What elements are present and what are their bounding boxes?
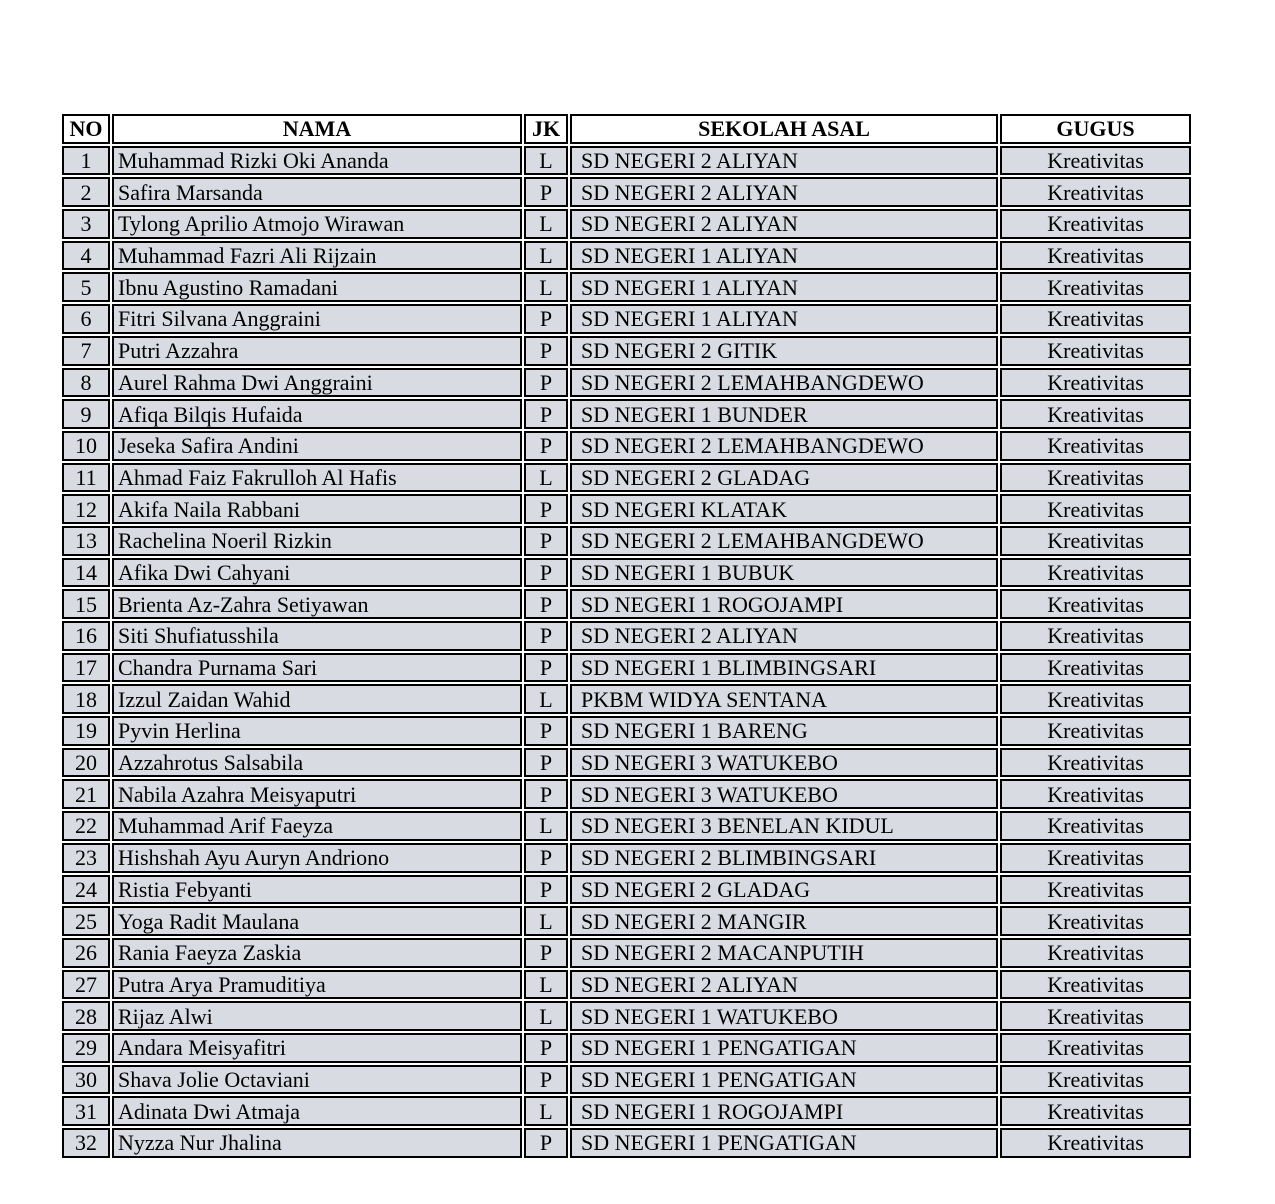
cell-nama: Rania Faeyza Zaskia	[112, 938, 522, 968]
table-row	[62, 399, 1191, 429]
cell-sekolah-asal: SD NEGERI 2 LEMAHBANGDEWO	[570, 431, 998, 461]
cell-sekolah-asal: SD NEGERI 1 ALIYAN	[570, 304, 998, 334]
cell-sekolah-asal: SD NEGERI 1 PENGATIGAN	[570, 1128, 998, 1158]
table-row	[62, 1065, 1191, 1095]
cell-sekolah-asal: SD NEGERI 3 BENELAN KIDUL	[570, 811, 998, 841]
cell-no: 24	[62, 875, 110, 905]
cell-nama: Adinata Dwi Atmaja	[112, 1096, 522, 1126]
table-header-row	[62, 114, 1191, 144]
cell-nama: Tylong Aprilio Atmojo Wirawan	[112, 209, 522, 239]
cell-no: 2	[62, 177, 110, 207]
cell-gugus: Kreativitas	[1000, 1096, 1191, 1126]
cell-jk: P	[524, 716, 568, 746]
cell-nama: Muhammad Fazri Ali Rijzain	[112, 241, 522, 271]
table-row	[62, 843, 1191, 873]
cell-gugus: Kreativitas	[1000, 336, 1191, 366]
cell-no: 18	[62, 684, 110, 714]
table-row	[62, 1096, 1191, 1126]
cell-no: 26	[62, 938, 110, 968]
cell-sekolah-asal: SD NEGERI 2 BLIMBINGSARI	[570, 843, 998, 873]
cell-no: 5	[62, 272, 110, 302]
cell-sekolah-asal: SD NEGERI 2 GITIK	[570, 336, 998, 366]
cell-gugus: Kreativitas	[1000, 177, 1191, 207]
cell-sekolah-asal: SD NEGERI 2 ALIYAN	[570, 209, 998, 239]
cell-jk: P	[524, 1033, 568, 1063]
cell-gugus: Kreativitas	[1000, 716, 1191, 746]
cell-jk: L	[524, 970, 568, 1000]
cell-gugus: Kreativitas	[1000, 526, 1191, 556]
table-row	[62, 368, 1191, 398]
table-row	[62, 684, 1191, 714]
table-row	[62, 304, 1191, 334]
table-row	[62, 494, 1191, 524]
table-row	[62, 906, 1191, 936]
cell-no: 13	[62, 526, 110, 556]
cell-nama: Jeseka Safira Andini	[112, 431, 522, 461]
cell-sekolah-asal: SD NEGERI 3 WATUKEBO	[570, 779, 998, 809]
cell-jk: P	[524, 399, 568, 429]
cell-gugus: Kreativitas	[1000, 1065, 1191, 1095]
cell-nama: Rijaz Alwi	[112, 1001, 522, 1031]
cell-jk: P	[524, 1065, 568, 1095]
cell-nama: Ibnu Agustino Ramadani	[112, 272, 522, 302]
cell-no: 29	[62, 1033, 110, 1063]
cell-nama: Azzahrotus Salsabila	[112, 748, 522, 778]
cell-jk: P	[524, 653, 568, 683]
cell-sekolah-asal: SD NEGERI 2 LEMAHBANGDEWO	[570, 368, 998, 398]
table-row	[62, 970, 1191, 1000]
cell-nama: Fitri Silvana Anggraini	[112, 304, 522, 334]
cell-gugus: Kreativitas	[1000, 272, 1191, 302]
cell-gugus: Kreativitas	[1000, 843, 1191, 873]
cell-nama: Shava Jolie Octaviani	[112, 1065, 522, 1095]
cell-gugus: Kreativitas	[1000, 368, 1191, 398]
cell-gugus: Kreativitas	[1000, 779, 1191, 809]
cell-sekolah-asal: SD NEGERI 1 BUBUK	[570, 558, 998, 588]
cell-nama: Ristia Febyanti	[112, 875, 522, 905]
cell-nama: Pyvin Herlina	[112, 716, 522, 746]
cell-sekolah-asal: SD NEGERI KLATAK	[570, 494, 998, 524]
cell-no: 30	[62, 1065, 110, 1095]
cell-jk: P	[524, 526, 568, 556]
cell-no: 7	[62, 336, 110, 366]
table-row	[62, 209, 1191, 239]
column-header-gugus: GUGUS	[1000, 114, 1191, 144]
cell-gugus: Kreativitas	[1000, 463, 1191, 493]
cell-sekolah-asal: SD NEGERI 2 ALIYAN	[570, 146, 998, 176]
table-row	[62, 779, 1191, 809]
table-row	[62, 558, 1191, 588]
cell-nama: Yoga Radit Maulana	[112, 906, 522, 936]
table-row	[62, 589, 1191, 619]
table-row	[62, 336, 1191, 366]
cell-no: 12	[62, 494, 110, 524]
cell-jk: P	[524, 336, 568, 366]
cell-gugus: Kreativitas	[1000, 558, 1191, 588]
cell-gugus: Kreativitas	[1000, 684, 1191, 714]
cell-jk: P	[524, 938, 568, 968]
cell-nama: Muhammad Arif Faeyza	[112, 811, 522, 841]
table-row	[62, 716, 1191, 746]
cell-jk: P	[524, 843, 568, 873]
cell-jk: L	[524, 684, 568, 714]
cell-no: 3	[62, 209, 110, 239]
cell-no: 9	[62, 399, 110, 429]
student-roster-table	[60, 112, 1193, 1160]
cell-gugus: Kreativitas	[1000, 209, 1191, 239]
table-row	[62, 653, 1191, 683]
cell-gugus: Kreativitas	[1000, 589, 1191, 619]
cell-nama: Afika Dwi Cahyani	[112, 558, 522, 588]
cell-gugus: Kreativitas	[1000, 304, 1191, 334]
cell-jk: P	[524, 779, 568, 809]
cell-gugus: Kreativitas	[1000, 1001, 1191, 1031]
cell-jk: P	[524, 748, 568, 778]
table-row	[62, 621, 1191, 651]
cell-no: 28	[62, 1001, 110, 1031]
cell-jk: P	[524, 589, 568, 619]
cell-jk: P	[524, 1128, 568, 1158]
cell-gugus: Kreativitas	[1000, 621, 1191, 651]
table-row	[62, 146, 1191, 176]
cell-jk: L	[524, 463, 568, 493]
cell-no: 25	[62, 906, 110, 936]
table-row	[62, 1033, 1191, 1063]
table-row	[62, 526, 1191, 556]
cell-nama: Izzul Zaidan Wahid	[112, 684, 522, 714]
cell-gugus: Kreativitas	[1000, 494, 1191, 524]
table-row	[62, 463, 1191, 493]
cell-nama: Akifa Naila Rabbani	[112, 494, 522, 524]
cell-no: 27	[62, 970, 110, 1000]
cell-nama: Andara Meisyafitri	[112, 1033, 522, 1063]
cell-no: 15	[62, 589, 110, 619]
cell-nama: Safira Marsanda	[112, 177, 522, 207]
cell-no: 1	[62, 146, 110, 176]
cell-jk: L	[524, 1096, 568, 1126]
cell-sekolah-asal: SD NEGERI 2 ALIYAN	[570, 177, 998, 207]
cell-jk: L	[524, 906, 568, 936]
cell-gugus: Kreativitas	[1000, 241, 1191, 271]
cell-gugus: Kreativitas	[1000, 1128, 1191, 1158]
cell-sekolah-asal: SD NEGERI 1 PENGATIGAN	[570, 1033, 998, 1063]
cell-gugus: Kreativitas	[1000, 653, 1191, 683]
cell-sekolah-asal: SD NEGERI 2 GLADAG	[570, 463, 998, 493]
cell-nama: Aurel Rahma Dwi Anggraini	[112, 368, 522, 398]
cell-no: 14	[62, 558, 110, 588]
cell-nama: Muhammad Rizki Oki Ananda	[112, 146, 522, 176]
cell-jk: L	[524, 146, 568, 176]
table-row	[62, 177, 1191, 207]
cell-no: 16	[62, 621, 110, 651]
cell-sekolah-asal: PKBM WIDYA SENTANA	[570, 684, 998, 714]
cell-jk: P	[524, 494, 568, 524]
cell-nama: Hishshah Ayu Auryn Andriono	[112, 843, 522, 873]
cell-nama: Ahmad Faiz Fakrulloh Al Hafis	[112, 463, 522, 493]
table-row	[62, 1128, 1191, 1158]
cell-gugus: Kreativitas	[1000, 875, 1191, 905]
cell-sekolah-asal: SD NEGERI 1 ROGOJAMPI	[570, 589, 998, 619]
cell-sekolah-asal: SD NEGERI 3 WATUKEBO	[570, 748, 998, 778]
table-row	[62, 938, 1191, 968]
cell-no: 4	[62, 241, 110, 271]
cell-sekolah-asal: SD NEGERI 1 PENGATIGAN	[570, 1065, 998, 1095]
column-header-sekolah-asal: SEKOLAH ASAL	[570, 114, 998, 144]
cell-no: 19	[62, 716, 110, 746]
cell-jk: L	[524, 241, 568, 271]
table-body	[62, 146, 1191, 1158]
cell-sekolah-asal: SD NEGERI 2 MANGIR	[570, 906, 998, 936]
cell-nama: Afiqa Bilqis Hufaida	[112, 399, 522, 429]
cell-sekolah-asal: SD NEGERI 2 MACANPUTIH	[570, 938, 998, 968]
cell-sekolah-asal: SD NEGERI 1 ALIYAN	[570, 272, 998, 302]
cell-sekolah-asal: SD NEGERI 2 LEMAHBANGDEWO	[570, 526, 998, 556]
table-row	[62, 1001, 1191, 1031]
cell-no: 32	[62, 1128, 110, 1158]
table-row	[62, 748, 1191, 778]
cell-gugus: Kreativitas	[1000, 748, 1191, 778]
column-header-no: NO	[62, 114, 110, 144]
cell-gugus: Kreativitas	[1000, 906, 1191, 936]
cell-nama: Chandra Purnama Sari	[112, 653, 522, 683]
table-row	[62, 875, 1191, 905]
cell-sekolah-asal: SD NEGERI 1 BUNDER	[570, 399, 998, 429]
cell-jk: L	[524, 1001, 568, 1031]
cell-jk: P	[524, 368, 568, 398]
table-row	[62, 811, 1191, 841]
cell-no: 22	[62, 811, 110, 841]
cell-no: 23	[62, 843, 110, 873]
cell-gugus: Kreativitas	[1000, 399, 1191, 429]
table-row	[62, 431, 1191, 461]
cell-jk: L	[524, 272, 568, 302]
cell-nama: Nabila Azahra Meisyaputri	[112, 779, 522, 809]
cell-gugus: Kreativitas	[1000, 146, 1191, 176]
cell-no: 11	[62, 463, 110, 493]
cell-jk: L	[524, 209, 568, 239]
cell-no: 17	[62, 653, 110, 683]
cell-sekolah-asal: SD NEGERI 1 BARENG	[570, 716, 998, 746]
cell-nama: Putri Azzahra	[112, 336, 522, 366]
cell-nama: Siti Shufiatusshila	[112, 621, 522, 651]
cell-nama: Brienta Az-Zahra Setiyawan	[112, 589, 522, 619]
cell-jk: P	[524, 177, 568, 207]
cell-sekolah-asal: SD NEGERI 1 WATUKEBO	[570, 1001, 998, 1031]
cell-no: 20	[62, 748, 110, 778]
cell-jk: P	[524, 431, 568, 461]
cell-jk: L	[524, 811, 568, 841]
cell-gugus: Kreativitas	[1000, 431, 1191, 461]
cell-jk: P	[524, 304, 568, 334]
table-row	[62, 272, 1191, 302]
cell-no: 6	[62, 304, 110, 334]
cell-no: 31	[62, 1096, 110, 1126]
cell-nama: Rachelina Noeril Rizkin	[112, 526, 522, 556]
cell-nama: Nyzza Nur Jhalina	[112, 1128, 522, 1158]
cell-gugus: Kreativitas	[1000, 1033, 1191, 1063]
cell-gugus: Kreativitas	[1000, 811, 1191, 841]
cell-sekolah-asal: SD NEGERI 1 BLIMBINGSARI	[570, 653, 998, 683]
cell-nama: Putra Arya Pramuditiya	[112, 970, 522, 1000]
cell-no: 21	[62, 779, 110, 809]
cell-sekolah-asal: SD NEGERI 2 GLADAG	[570, 875, 998, 905]
cell-gugus: Kreativitas	[1000, 970, 1191, 1000]
column-header-nama: NAMA	[112, 114, 522, 144]
cell-gugus: Kreativitas	[1000, 938, 1191, 968]
cell-jk: P	[524, 558, 568, 588]
cell-sekolah-asal: SD NEGERI 1 ALIYAN	[570, 241, 998, 271]
cell-no: 8	[62, 368, 110, 398]
cell-jk: P	[524, 875, 568, 905]
table-row	[62, 241, 1191, 271]
cell-no: 10	[62, 431, 110, 461]
cell-sekolah-asal: SD NEGERI 2 ALIYAN	[570, 621, 998, 651]
cell-sekolah-asal: SD NEGERI 1 ROGOJAMPI	[570, 1096, 998, 1126]
cell-sekolah-asal: SD NEGERI 2 ALIYAN	[570, 970, 998, 1000]
column-header-jk: JK	[524, 114, 568, 144]
cell-jk: P	[524, 621, 568, 651]
